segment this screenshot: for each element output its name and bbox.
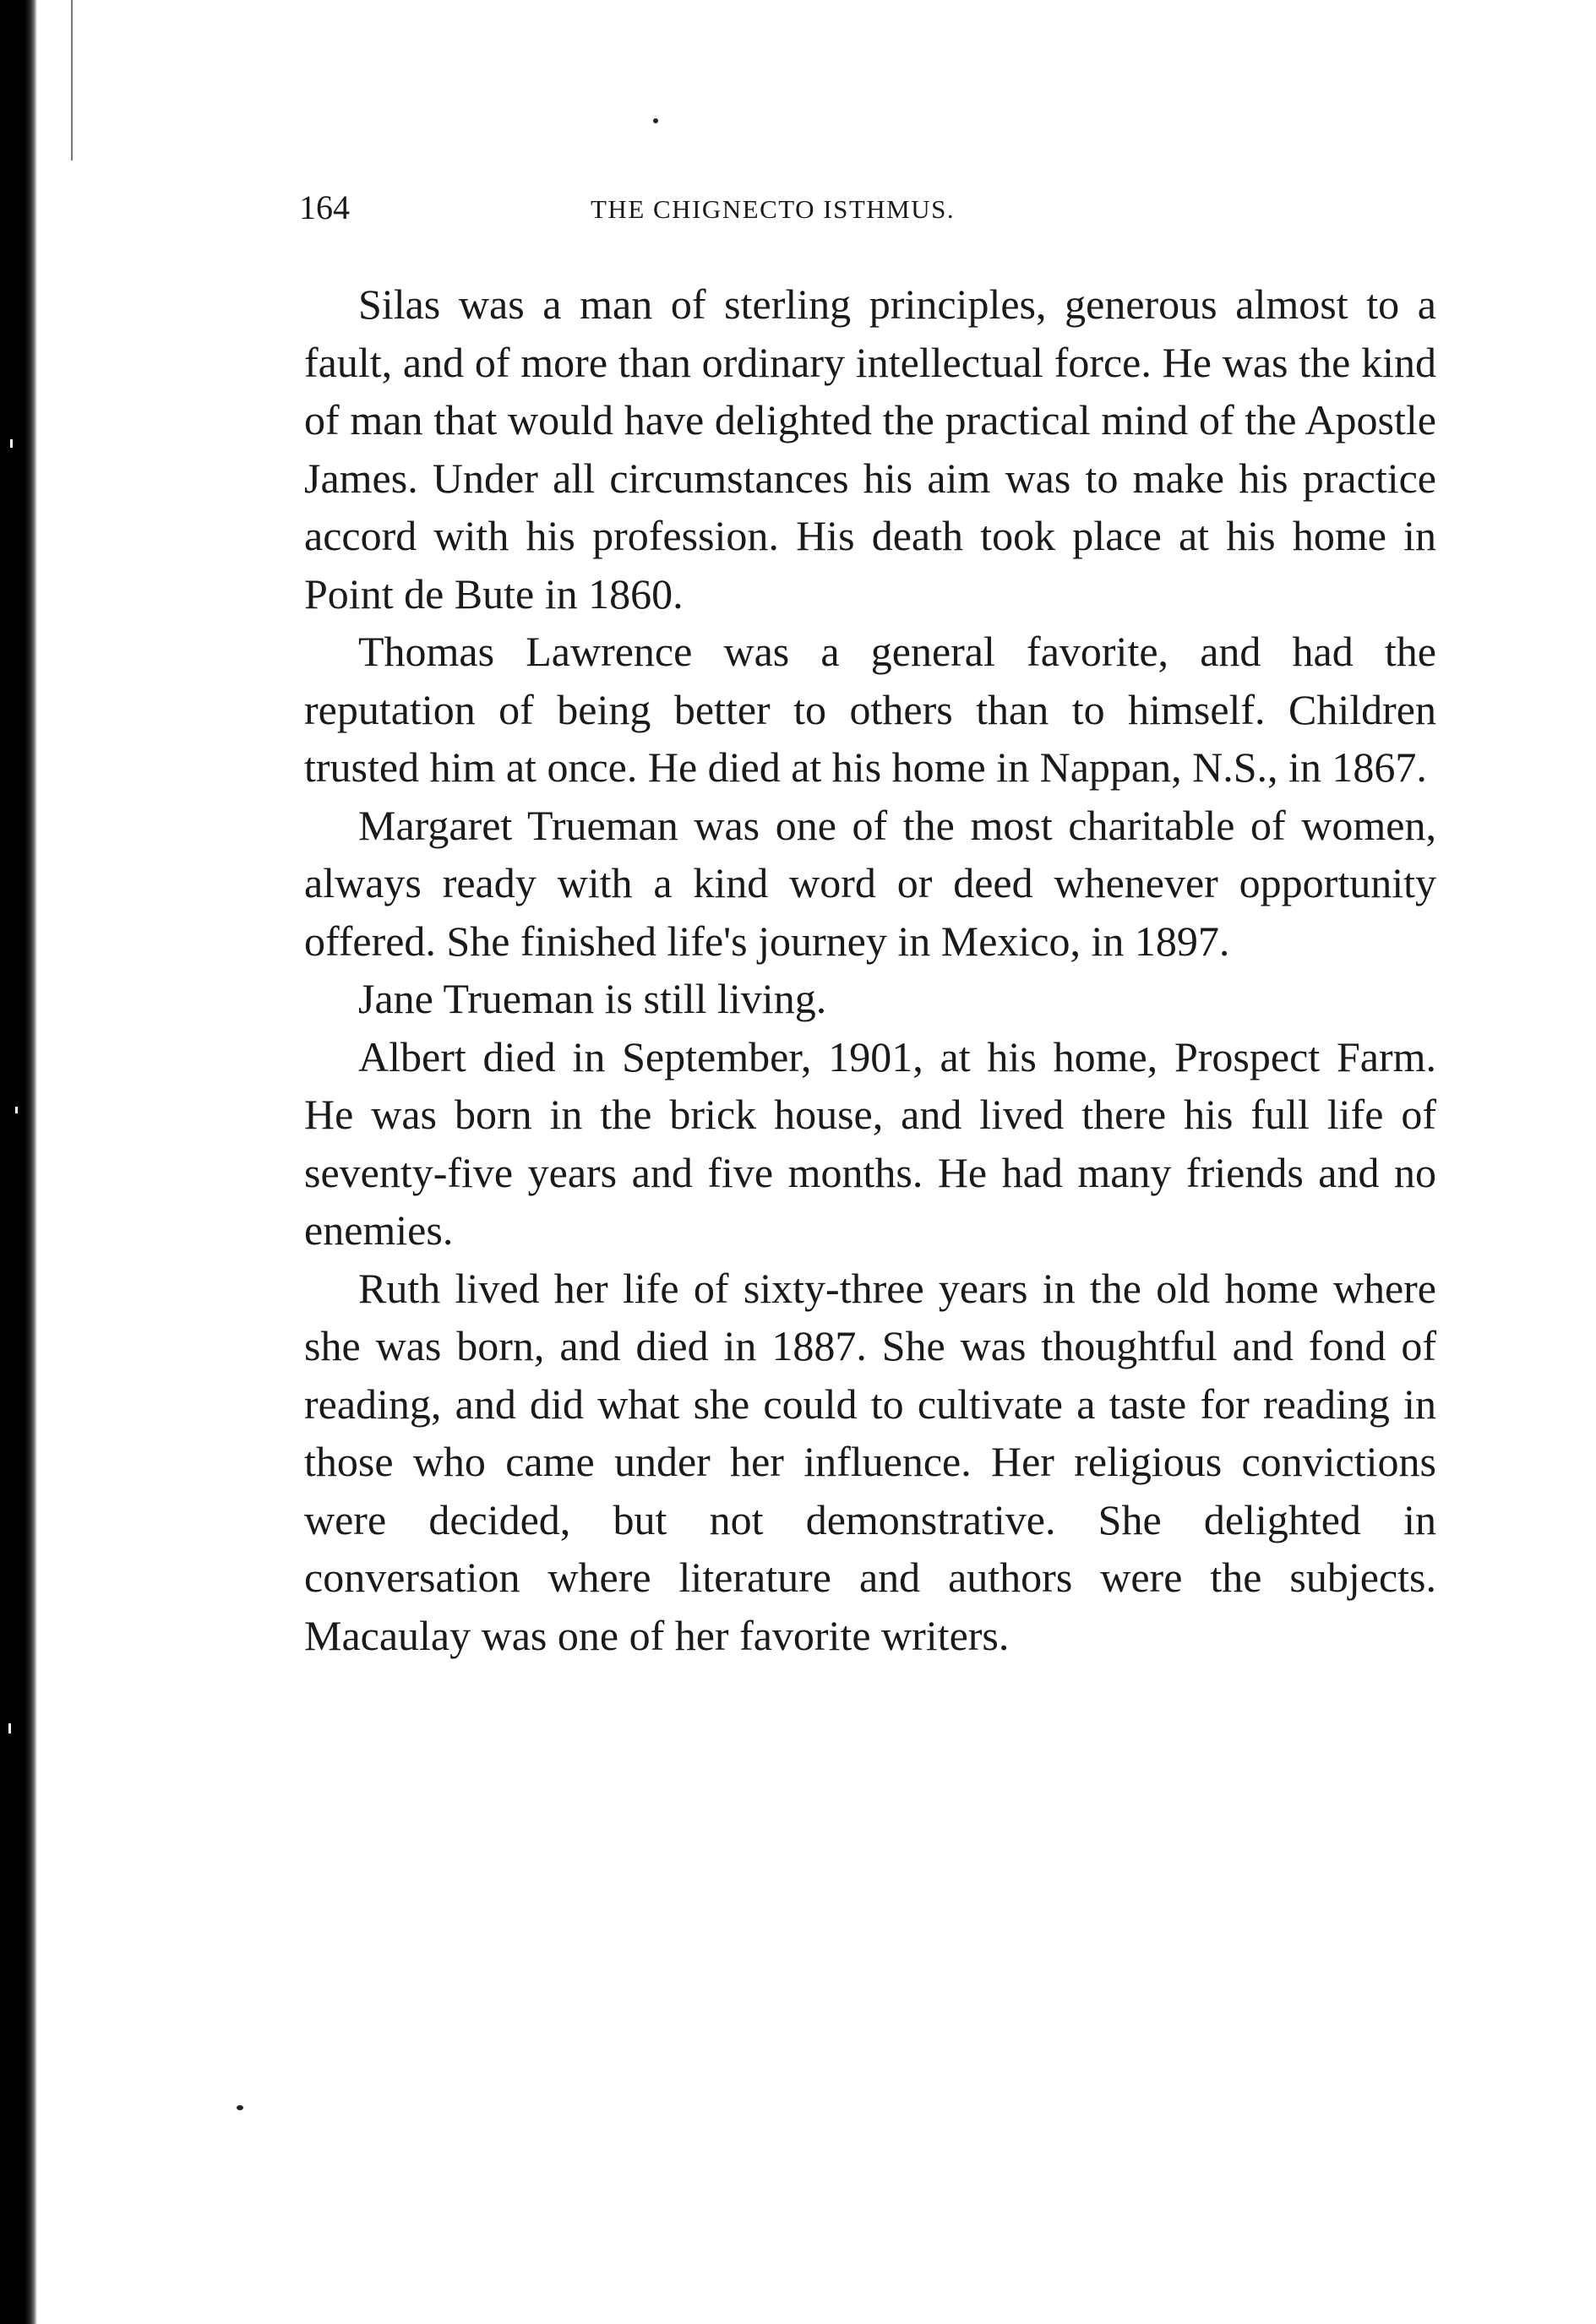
page-header <box>299 188 1144 238</box>
scan-binding-edge <box>0 0 37 2324</box>
paragraph-albert: Albert died in September, 1901, at his home, Prospect Farm. He was born in the brick house, and lived there his full life of seventy-five years and five months. He had many friends and no enemies. <box>304 1032 1436 1254</box>
binding-speck <box>10 439 13 448</box>
scan-artifact-line <box>71 0 73 161</box>
page-number: 164 <box>299 188 350 226</box>
paragraph-ruth: Ruth lived her life of sixty-three years in the old home where she was born, and died in 1887. She was thoughtful and fond of reading, and did what she could to cultivate a taste for reading in those who came under her influence. Her religious convictions were decided, but not demonstrative. She delighted in conversation where literature and authors were the subjects. Macaulay was one of her favorite writers. <box>304 1264 1436 1659</box>
paragraph-thomas-lawrence: Thomas Lawrence was a general favorite, and had the reputation of being better to others than to himself. Children trusted him at once. He died at his home in Nappan, N.S., in 1867. <box>304 628 1436 791</box>
paragraph-margaret-trueman: Margaret Trueman was one of the most charitable of women, always ready with a kind word or deed whenever opportunity offered. She finished life's journey in Mexico, in 1897. <box>304 801 1436 965</box>
running-title: THE CHIGNECTO ISTHMUS. <box>591 194 956 224</box>
scan-speck <box>237 2105 243 2110</box>
scan-speck <box>653 118 658 123</box>
binding-speck <box>8 1723 11 1733</box>
binding-speck <box>15 1107 18 1113</box>
paragraph-jane-trueman: Jane Trueman is still living. <box>358 975 827 1022</box>
paragraph-silas: Silas was a man of sterling principles, generous almost to a fault, and of more than ordinary intellectual force. He was the kind of man that would have delighted the practical mind of the Apostle James. Under all circumstances his aim was to make his practice accord with his profession. His death took place at his home in Point de Bute in 1860. <box>304 280 1436 618</box>
body-text <box>304 275 1436 1664</box>
